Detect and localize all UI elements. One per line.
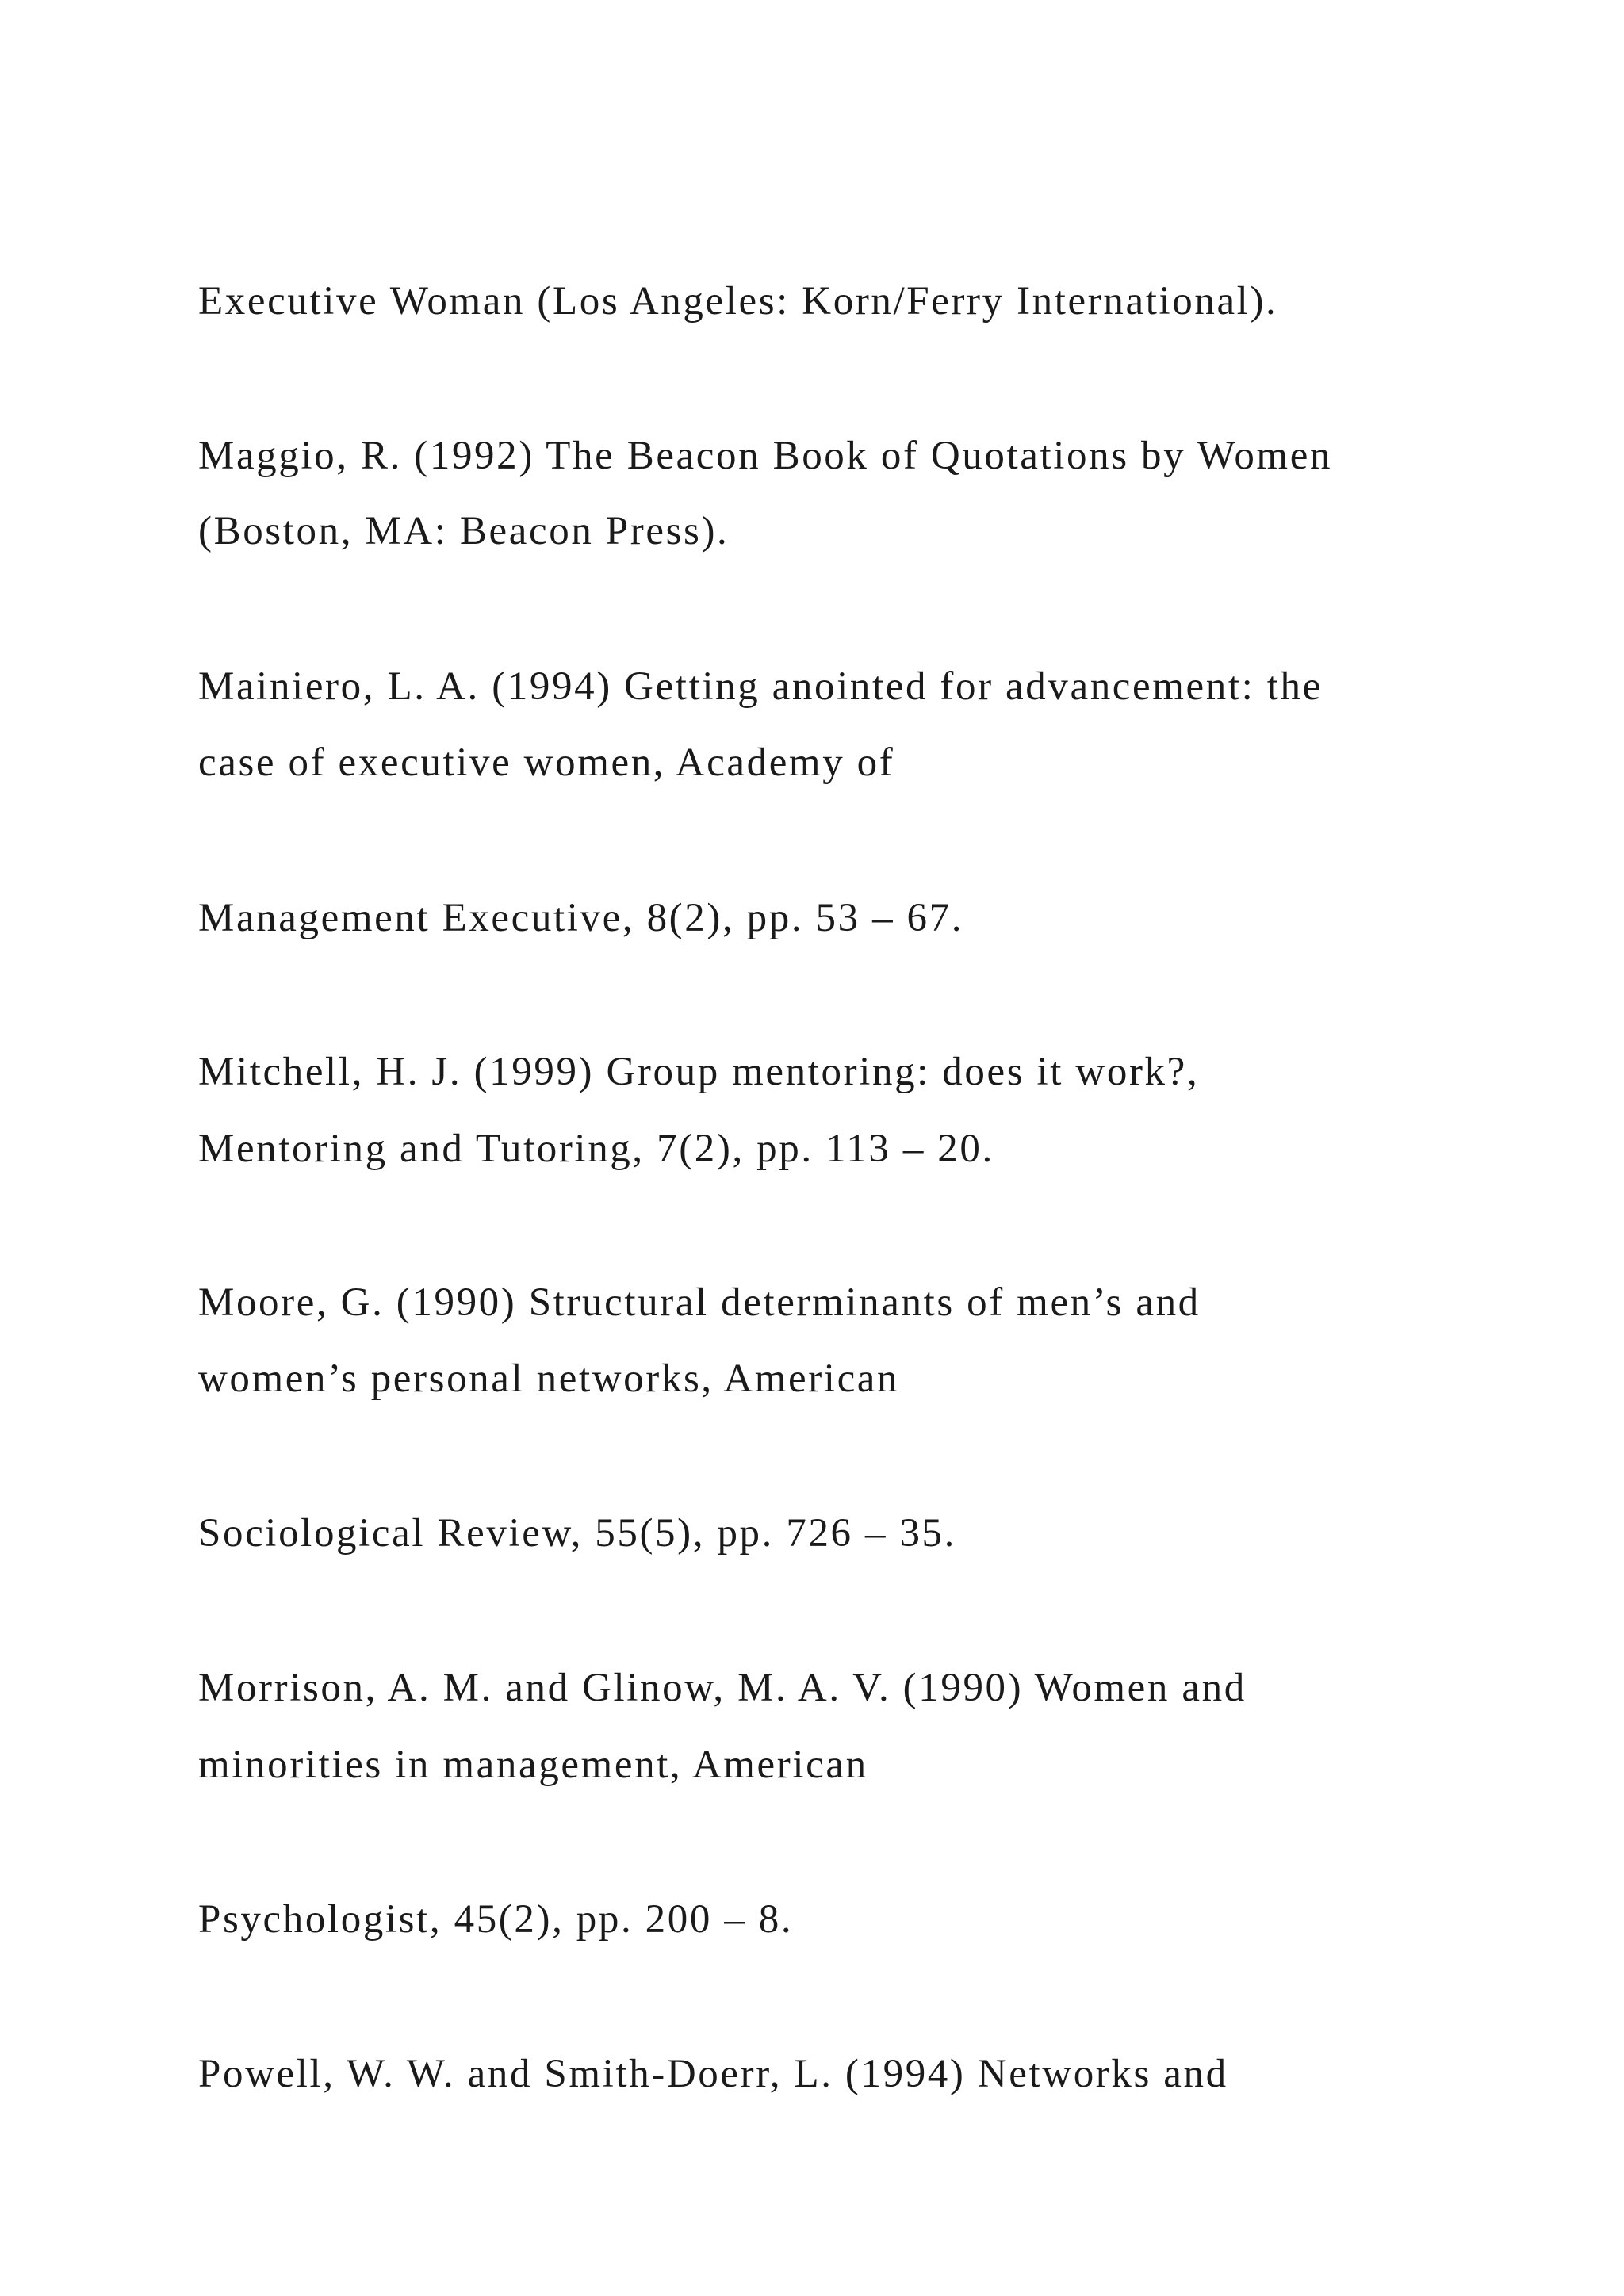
reference-line: Maggio, R. (1992) The Beacon Book of Quotations by Women	[198, 434, 1333, 478]
reference-line: Moore, G. (1990) Structural determinants of men’s and	[198, 1280, 1201, 1325]
reference-line: (Boston, MA: Beacon Press).	[198, 509, 730, 553]
reference-line: Mainiero, L. A. (1994) Getting anointed for advancement: the	[198, 664, 1323, 709]
reference-line: minorities in management, American	[198, 1743, 868, 1787]
reference-line: case of executive women, Academy of	[198, 740, 895, 785]
reference-line: Psychologist, 45(2), pp. 200 – 8.	[198, 1897, 794, 1942]
reference-line: Mitchell, H. J. (1999) Group mentoring: does it work?,	[198, 1050, 1200, 1094]
reference-line: women’s personal networks, American	[198, 1357, 900, 1401]
reference-line: Powell, W. W. and Smith-Doerr, L. (1994) Networks and	[198, 2052, 1228, 2096]
reference-line: Executive Woman (Los Angeles: Korn/Ferry International).	[198, 279, 1278, 323]
reference-line: Morrison, A. M. and Glinow, M. A. V. (1990) Women and	[198, 1666, 1247, 1710]
reference-line: Management Executive, 8(2), pp. 53 – 67.	[198, 896, 964, 940]
reference-line: Sociological Review, 55(5), pp. 726 – 35.	[198, 1511, 956, 1556]
reference-line: Mentoring and Tutoring, 7(2), pp. 113 – 20.	[198, 1127, 994, 1171]
